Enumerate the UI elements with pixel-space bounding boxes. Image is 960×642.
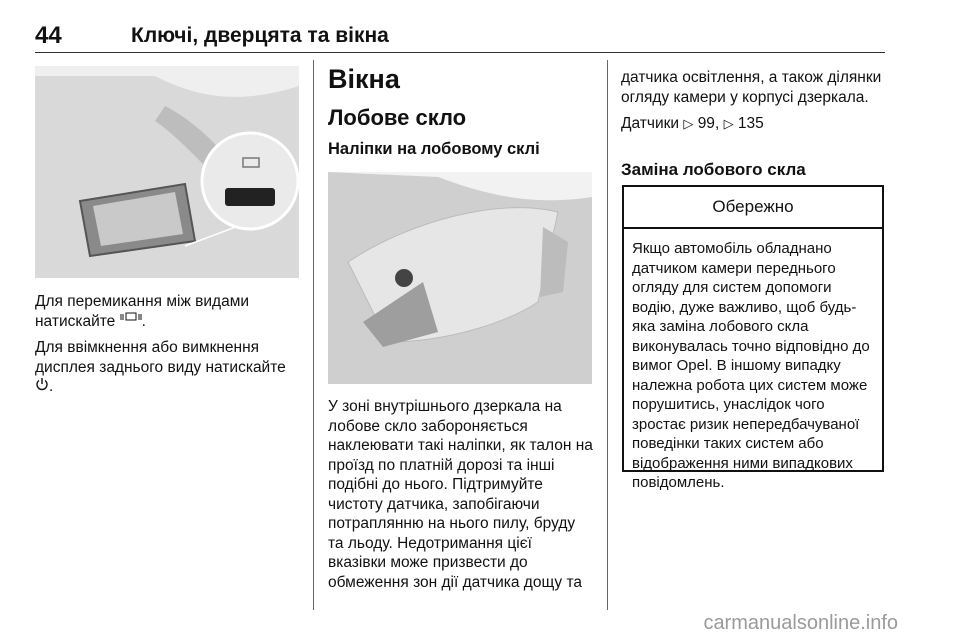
header-divider bbox=[35, 52, 885, 53]
caution-text: Якщо автомобіль обладнано датчиком камери переднього огляду для систем допомоги водію, дуже важливо, щоб будь-яка заміна лобового скла виконувалась точно відповідно до вимог Opel. В іншому випадку належна робота цих систем може порушитись, унаслідок чого зростає ризик непередбачуваної поведінки таких систем або відображення ними випадкових повідомлень. bbox=[632, 240, 870, 491]
column-divider-2 bbox=[607, 60, 608, 610]
caution-box bbox=[622, 185, 884, 491]
camera-view-switch-icon bbox=[120, 312, 142, 332]
windshield-replacement-heading: Заміна лобового скла bbox=[621, 160, 806, 179]
chapter-title: Ключі, дверцята та вікна bbox=[131, 24, 389, 47]
sub-subsection-title: Наліпки на лобовому склі bbox=[328, 140, 540, 158]
column-divider-1 bbox=[313, 60, 314, 610]
paragraph-continued: датчика освітлення, а також ділянки огляду камери у корпусі дзеркала. bbox=[621, 69, 882, 106]
power-icon bbox=[35, 377, 49, 397]
sensors-reference: Датчики ▷ 99, ▷ 135 bbox=[621, 115, 764, 132]
rear-view-display-illustration bbox=[35, 66, 299, 278]
column-3-text bbox=[621, 68, 891, 141]
subsection-title: Лобове скло bbox=[328, 105, 467, 130]
section-title: Вікна bbox=[328, 64, 400, 94]
caution-title: Обережно bbox=[624, 187, 882, 229]
column-2-text bbox=[328, 397, 593, 599]
page-reference-icon: ▷ bbox=[723, 116, 734, 131]
windshield-sensor-illustration bbox=[328, 172, 592, 384]
watermark: carmanualsonline.info bbox=[703, 612, 898, 634]
sensor-page-link-2[interactable]: 135 bbox=[737, 115, 764, 132]
paragraph-display-toggle: Для ввімкнення або вимкнення дисплея заднього виду натискайте . bbox=[35, 339, 286, 395]
windshield-stickers-paragraph: У зоні внутрішнього дзеркала на лобове скло забороняється наклеювати такі наліпки, як талон на проїзд по платній дорозі та інші подібні до нього. Підтримуйте чистоту датчика, запобігаючи потраплянню на нього пилу, бруду та льоду. Недотримання цієї вказівки може призвести до обмеження зон дії датчика дощу та bbox=[328, 398, 593, 591]
sensor-page-link-1[interactable]: 99 bbox=[697, 115, 715, 132]
page-reference-icon: ▷ bbox=[683, 116, 694, 131]
paragraph-switch-view: Для перемикання між видами натискайте . bbox=[35, 293, 250, 330]
page-header bbox=[35, 22, 885, 52]
column-1-text bbox=[35, 292, 300, 404]
page-number: 44 bbox=[35, 22, 62, 49]
